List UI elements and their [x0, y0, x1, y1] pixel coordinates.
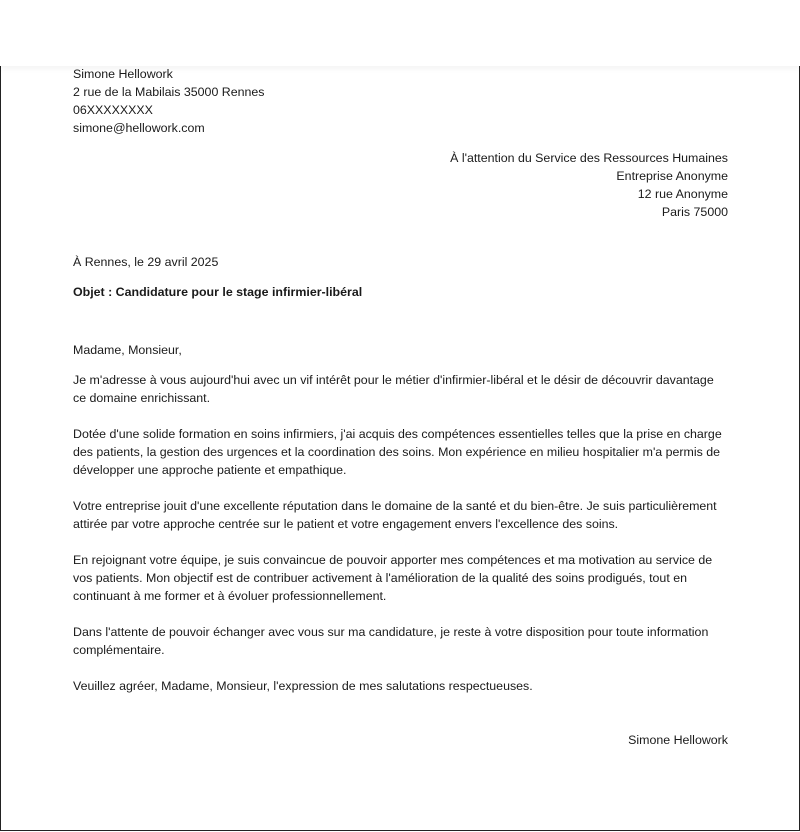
subject-line: Objet : Candidature pour le stage infirmier-libéral [73, 285, 363, 299]
recipient-attention: À l'attention du Service des Ressources Humaines [450, 151, 728, 165]
signature: Simone Hellowork [628, 733, 728, 747]
sender-address: 2 rue de la Mabilais 35000 Rennes [73, 85, 265, 99]
paragraph-4: En rejoignant votre équipe, je suis convaincue de pouvoir apporter mes compétences et ma motivation au service de vos patients. Mon objectif est de contribuer activement à l'amélioration de la qualité des soins prodigués, tout en continuant à me former et à évoluer professionnellement. [73, 553, 713, 603]
sender-block [73, 66, 728, 137]
greeting: Madame, Monsieur, [73, 343, 182, 357]
recipient-company: Entreprise Anonyme [616, 169, 728, 183]
letter-page [0, 66, 800, 831]
letter-content [73, 66, 728, 749]
paragraph-2: Dotée d'une solide formation en soins infirmiers, j'ai acquis des compétences essentielles telles que la prise en charge des patients, la gestion des urgences et la coordination des soins. Mon expérience en milieu hospitalier m'a permis de développer une approche patiente et empathique. [73, 427, 722, 477]
recipient-block [73, 149, 728, 221]
top-bar [0, 0, 800, 66]
sender-email: simone@hellowork.com [73, 121, 205, 135]
recipient-street: 12 rue Anonyme [637, 187, 728, 201]
date-line: À Rennes, le 29 avril 2025 [73, 255, 219, 269]
paragraph-6: Veuillez agréer, Madame, Monsieur, l'expression de mes salutations respectueuses. [73, 679, 533, 693]
paragraph-1: Je m'adresse à vous aujourd'hui avec un vif intérêt pour le métier d'infirmier-libéral et le désir de découvrir davantage ce domaine enrichissant. [73, 373, 714, 405]
recipient-city: Paris 75000 [661, 205, 728, 219]
sender-name: Simone Hellowork [73, 67, 173, 81]
sender-phone: 06XXXXXXXX [73, 103, 153, 117]
paragraph-3: Votre entreprise jouit d'une excellente réputation dans le domaine de la santé et du bien-être. Je suis particulièrement attirée par votre approche centrée sur le patient et votre engagement envers l'excellence des soins. [73, 499, 717, 531]
paragraph-5: Dans l'attente de pouvoir échanger avec vous sur ma candidature, je reste à votre disposition pour toute information complémentaire. [73, 625, 709, 657]
